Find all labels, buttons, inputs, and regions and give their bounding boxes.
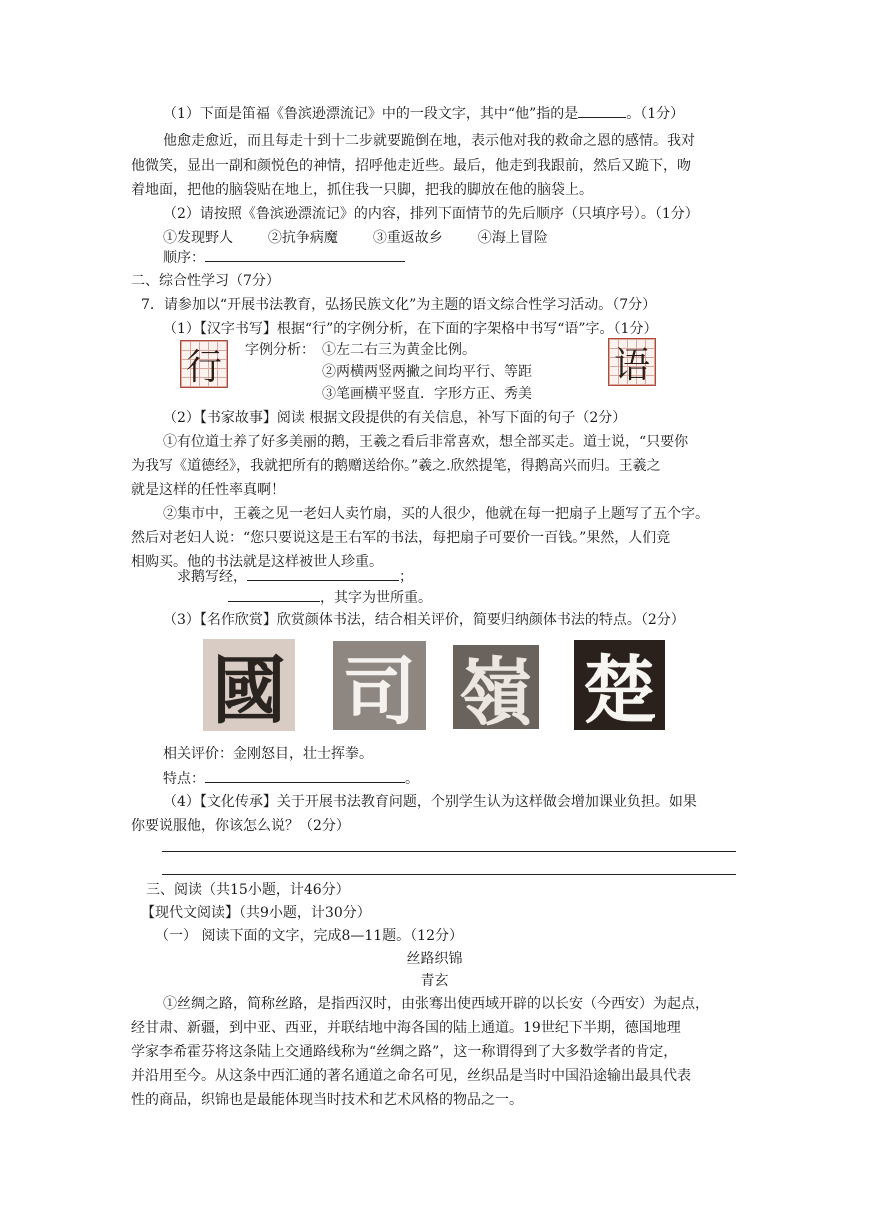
calligraphy-2: 司: [333, 641, 426, 730]
story1-line-2: 为我写《道德经》，我就把所有的鹅赠送给你。”羲之.欣然提笔，得鹅高兴而归。王羲之: [131, 458, 661, 474]
option-4: ④海上冒险: [477, 230, 548, 246]
fill-line-2: ，其字为世所重。: [228, 587, 432, 608]
section3-sub: 【现代文阅读】（共9小题，计30分）: [141, 905, 371, 921]
q6-part1: （1）下面是笛福《鲁滨逊漂流记》中的一段文字，其中“他”指的是 。（1分）: [163, 103, 684, 124]
q7-part3: （3）【名作欣赏】欣赏颜体书法，结合相关评价，简要归纳颜体书法的特点。（2分）: [163, 612, 685, 628]
passage-line-1: 他愈走愈近，而且每走十到十二步就要跪倒在地，表示他对我的救命之恩的感情。我对: [163, 133, 695, 149]
feature-line: 特点： 。: [163, 768, 419, 789]
article-line-2: 经甘肃、新疆，到中亚、西亚，并联结地中海各国的陆上通道。19世纪下半期，德国地理: [131, 1020, 681, 1036]
calligraphy-3: 嶺: [453, 645, 539, 729]
fill-blank-2[interactable]: [228, 587, 320, 602]
q7-part2: （2）【书家故事】阅读 根据文段提供的有关信息，补写下面的句子（2分）: [163, 410, 627, 426]
section2-heading: 二、综合性学习（7分）: [131, 273, 280, 289]
story2-line-1: ②集市中，王羲之见一老妇人卖竹扇，买的人很少，他就在每一把扇子上题写了五个字。: [163, 506, 709, 522]
q7-prompt: 7．请参加以“开展书法教育，弘扬民族文化”为主题的语文综合性学习活动。（7分）: [141, 297, 657, 313]
article-line-1: ①丝绸之路，简称丝路，是指西汉时，由张骞出使西域开辟的以长安（今西安）为起点，: [163, 996, 709, 1012]
story1-line-3: 就是这样的任性率真啊！: [131, 482, 285, 498]
article-author: 青玄: [420, 973, 449, 989]
article-line-4: 并沿用至今。从这条中西汇通的著名通道之命名可见，丝织品是当时中国沿途输出最具代表: [131, 1068, 691, 1084]
calligraphy-4: 楚: [574, 640, 665, 730]
article-line-3: 学家李希霍芬将这条陆上交通路线称为“丝绸之路”，这一称谓得到了大多数学者的肯定，: [131, 1044, 678, 1060]
analysis-2: ②两横两竖两撇之间均平行、等距: [322, 364, 532, 380]
story2-line-2: 然后对老妇人说：“您只要说这是王右军的书法，每把扇子可要价一百钱。”果然，人们竞: [131, 530, 671, 546]
q6-options: [163, 228, 548, 248]
article-title: 丝路织锦: [406, 951, 463, 967]
q6-answer-blank[interactable]: [578, 103, 626, 118]
analysis-label: 字例分析：: [245, 342, 315, 358]
analysis-3: ③笔画横平竖直．字形方正、秀美: [322, 386, 532, 402]
order-line: 顺序：: [163, 247, 405, 268]
fill-line-1: 求鹅写经， ；: [177, 566, 413, 587]
article-line-5: 性的商品，织锦也是最能体现当时技术和艺术风格的物品之一。: [131, 1092, 523, 1108]
story2-line-3: 相购买。他的书法就是这样被世人珍重。: [131, 554, 383, 570]
q7-part4-line-2: 你要说服他，你该怎么说？（2分）: [131, 818, 350, 834]
passage-line-3: 着地面，把他的脑袋贴在地上，抓住我一只脚，把我的脚放在他的脑袋上。: [131, 182, 593, 198]
feature-blank[interactable]: [205, 768, 405, 783]
option-2: ②抗争病魔: [267, 230, 338, 246]
passage-line-2: 他微笑，显出一副和颜悦色的神情，招呼他走近些。最后，他走到我跟前，然后又跪下，吻: [131, 158, 691, 174]
story1-line-1: ①有位道士养了好多美丽的鹅，王羲之看后非常喜欢，想全部买走。道士说，“只要你: [163, 434, 689, 450]
analysis-1: ①左二右三为黄金比例。: [322, 342, 476, 358]
calligraphy-1: 國: [203, 639, 295, 731]
q6-part2: （2）请按照《鲁滨逊漂流记》的内容，排列下面情节的先后顺序（只填序号）。（1分）: [163, 206, 699, 222]
writing-grid[interactable]: 语: [608, 338, 656, 386]
order-blank[interactable]: [205, 247, 405, 262]
option-1: ①发现野人: [163, 230, 233, 246]
section3-part: （一） 阅读下面的文字，完成8—11题。（12分）: [155, 928, 463, 944]
fill-blank-1[interactable]: [247, 566, 399, 581]
section3-heading: 三、阅读（共15小题，计46分）: [146, 882, 350, 898]
review: 相关评价：金刚怒目，壮士挥拳。: [163, 746, 373, 762]
answer-line-2[interactable]: [162, 874, 736, 875]
q7-part1: （1）【汉字书写】根据“行”的字例分析，在下面的字架格中书写“语”字。（1分）: [163, 321, 658, 337]
example-char-grid: 行: [180, 340, 228, 388]
option-3: ③重返故乡: [372, 230, 443, 246]
answer-line-1[interactable]: [162, 851, 736, 852]
q7-part4-line-1: （4）【文化传承】关于开展书法教育问题，个别学生认为这样做会增加课业负担。如果: [163, 794, 697, 810]
